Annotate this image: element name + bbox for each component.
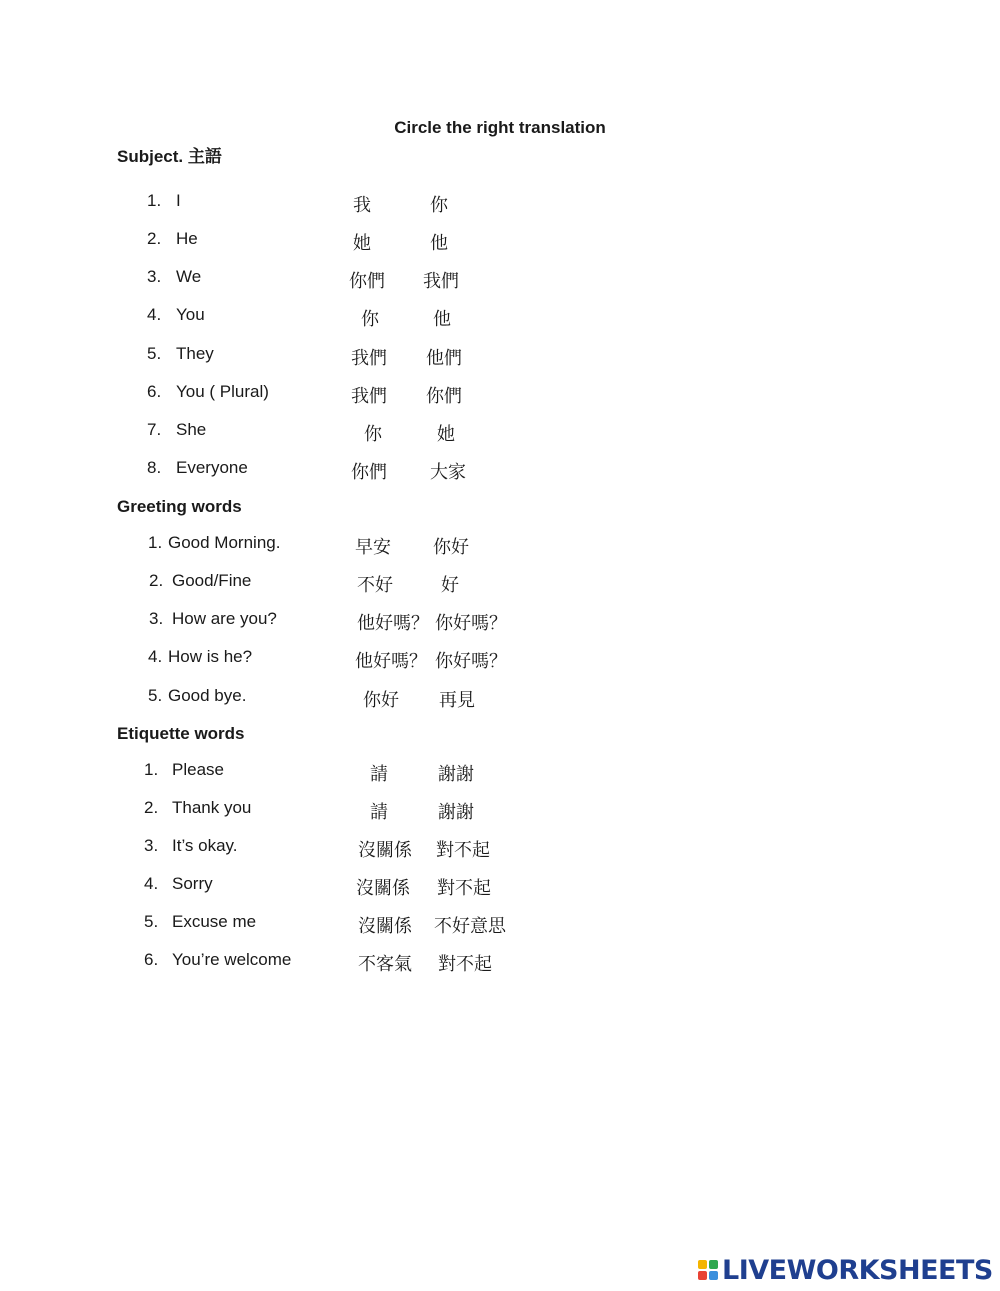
english-word: Sorry (172, 874, 213, 893)
item-number: 4. (147, 305, 162, 324)
option-1[interactable]: 沒關係 (358, 916, 412, 937)
option-1[interactable]: 我 (353, 195, 371, 216)
option-1[interactable]: 不好 (357, 575, 393, 596)
logo-squares-icon (698, 1260, 718, 1280)
subject-item-1 (0, 191, 1000, 217)
option-2[interactable]: 你 (430, 195, 448, 216)
english-word: Good bye. (168, 686, 247, 705)
item-number: 4. (148, 647, 163, 666)
english-word: Everyone (176, 458, 248, 477)
item-number: 8. (147, 458, 162, 477)
subject-item-6 (0, 382, 1000, 408)
subject-item-3 (0, 267, 1000, 293)
english-word: It’s okay. (172, 836, 238, 855)
etiquette-item-5 (0, 912, 1000, 938)
worksheet-title: Circle the right translation (394, 118, 606, 137)
english-word: He (176, 229, 198, 248)
option-2[interactable]: 謝謝 (438, 802, 474, 823)
greeting-item-4 (0, 647, 1000, 673)
option-2[interactable]: 不好意思 (434, 916, 506, 937)
subject-item-2 (0, 229, 1000, 255)
english-word: We (176, 267, 202, 286)
option-1[interactable]: 他好嗎？ (355, 651, 427, 672)
option-1[interactable]: 我們 (351, 348, 387, 369)
option-1[interactable]: 我們 (351, 386, 387, 407)
item-number: 6. (144, 950, 159, 969)
option-2[interactable]: 我們 (423, 271, 459, 292)
option-2[interactable]: 他們 (426, 348, 462, 369)
greeting-item-3 (0, 609, 1000, 635)
item-number: 2. (149, 571, 164, 590)
option-2[interactable]: 你好嗎？ (435, 613, 507, 634)
option-1[interactable]: 你們 (349, 271, 385, 292)
item-number: 5. (144, 912, 159, 931)
item-number: 7. (147, 420, 162, 439)
subject-item-4 (0, 305, 1000, 331)
etiquette-item-1 (0, 760, 1000, 786)
option-1[interactable]: 請 (370, 802, 388, 823)
etiquette-item-6 (0, 950, 1000, 976)
etiquette-item-3 (0, 836, 1000, 862)
logo-text: LIVEWORKSHEETS (722, 1254, 993, 1286)
item-number: 3. (144, 836, 159, 855)
etiquette-item-4 (0, 874, 1000, 900)
option-1[interactable]: 她 (353, 233, 371, 254)
item-number: 1. (147, 191, 162, 210)
option-2[interactable]: 你們 (426, 386, 462, 407)
option-2[interactable]: 他 (430, 233, 448, 254)
option-1[interactable]: 沒關係 (358, 840, 412, 861)
item-number: 1. (148, 533, 163, 552)
liveworksheets-logo (698, 1255, 993, 1285)
english-word: How is he? (168, 647, 253, 666)
option-2[interactable]: 他 (433, 309, 451, 330)
subject-item-8 (0, 458, 1000, 484)
greeting-item-1 (0, 533, 1000, 559)
item-number: 4. (144, 874, 159, 893)
etiquette-heading: Etiquette words (117, 724, 245, 743)
greeting-heading: Greeting words (117, 497, 242, 516)
item-number: 2. (147, 229, 162, 248)
option-1[interactable]: 請 (370, 764, 388, 785)
item-number: 1. (144, 760, 159, 779)
english-word: I (176, 191, 181, 210)
greeting-item-5 (0, 686, 1000, 712)
option-2[interactable]: 對不起 (436, 840, 490, 861)
english-word: Good/Fine (172, 571, 252, 590)
greeting-item-2 (0, 571, 1000, 597)
item-number: 6. (147, 382, 162, 401)
option-1[interactable]: 早安 (355, 537, 391, 558)
option-1[interactable]: 你們 (351, 462, 387, 483)
english-word: How are you? (172, 609, 277, 628)
option-1[interactable]: 你 (364, 424, 382, 445)
english-word: Thank you (172, 798, 252, 817)
option-1[interactable]: 你好 (363, 690, 399, 711)
english-word: You ( Plural) (176, 382, 269, 401)
option-2[interactable]: 再見 (439, 690, 475, 711)
option-1[interactable]: 沒關係 (356, 878, 410, 899)
subject-heading: Subject. 主語 (117, 147, 222, 166)
option-1[interactable]: 你 (361, 309, 379, 330)
subject-item-5 (0, 344, 1000, 370)
english-word: Good Morning. (168, 533, 281, 552)
option-2[interactable]: 謝謝 (438, 764, 474, 785)
option-2[interactable]: 你好 (433, 537, 469, 558)
etiquette-item-2 (0, 798, 1000, 824)
english-word: You (176, 305, 205, 324)
item-number: 5. (148, 686, 163, 705)
english-word: They (176, 344, 214, 363)
option-1[interactable]: 不客氣 (358, 954, 412, 975)
item-number: 3. (147, 267, 162, 286)
english-word: Excuse me (172, 912, 257, 931)
english-word: Please (172, 760, 224, 779)
item-number: 2. (144, 798, 159, 817)
option-2[interactable]: 對不起 (437, 878, 491, 899)
option-2[interactable]: 對不起 (438, 954, 492, 975)
option-2[interactable]: 她 (437, 424, 455, 445)
english-word: You’re welcome (172, 950, 292, 969)
option-1[interactable]: 他好嗎？ (357, 613, 429, 634)
english-word: She (176, 420, 207, 439)
item-number: 3. (149, 609, 164, 628)
option-2[interactable]: 大家 (430, 462, 466, 483)
option-2[interactable]: 好 (441, 575, 459, 596)
option-2[interactable]: 你好嗎？ (435, 651, 507, 672)
item-number: 5. (147, 344, 162, 363)
subject-item-7 (0, 420, 1000, 446)
